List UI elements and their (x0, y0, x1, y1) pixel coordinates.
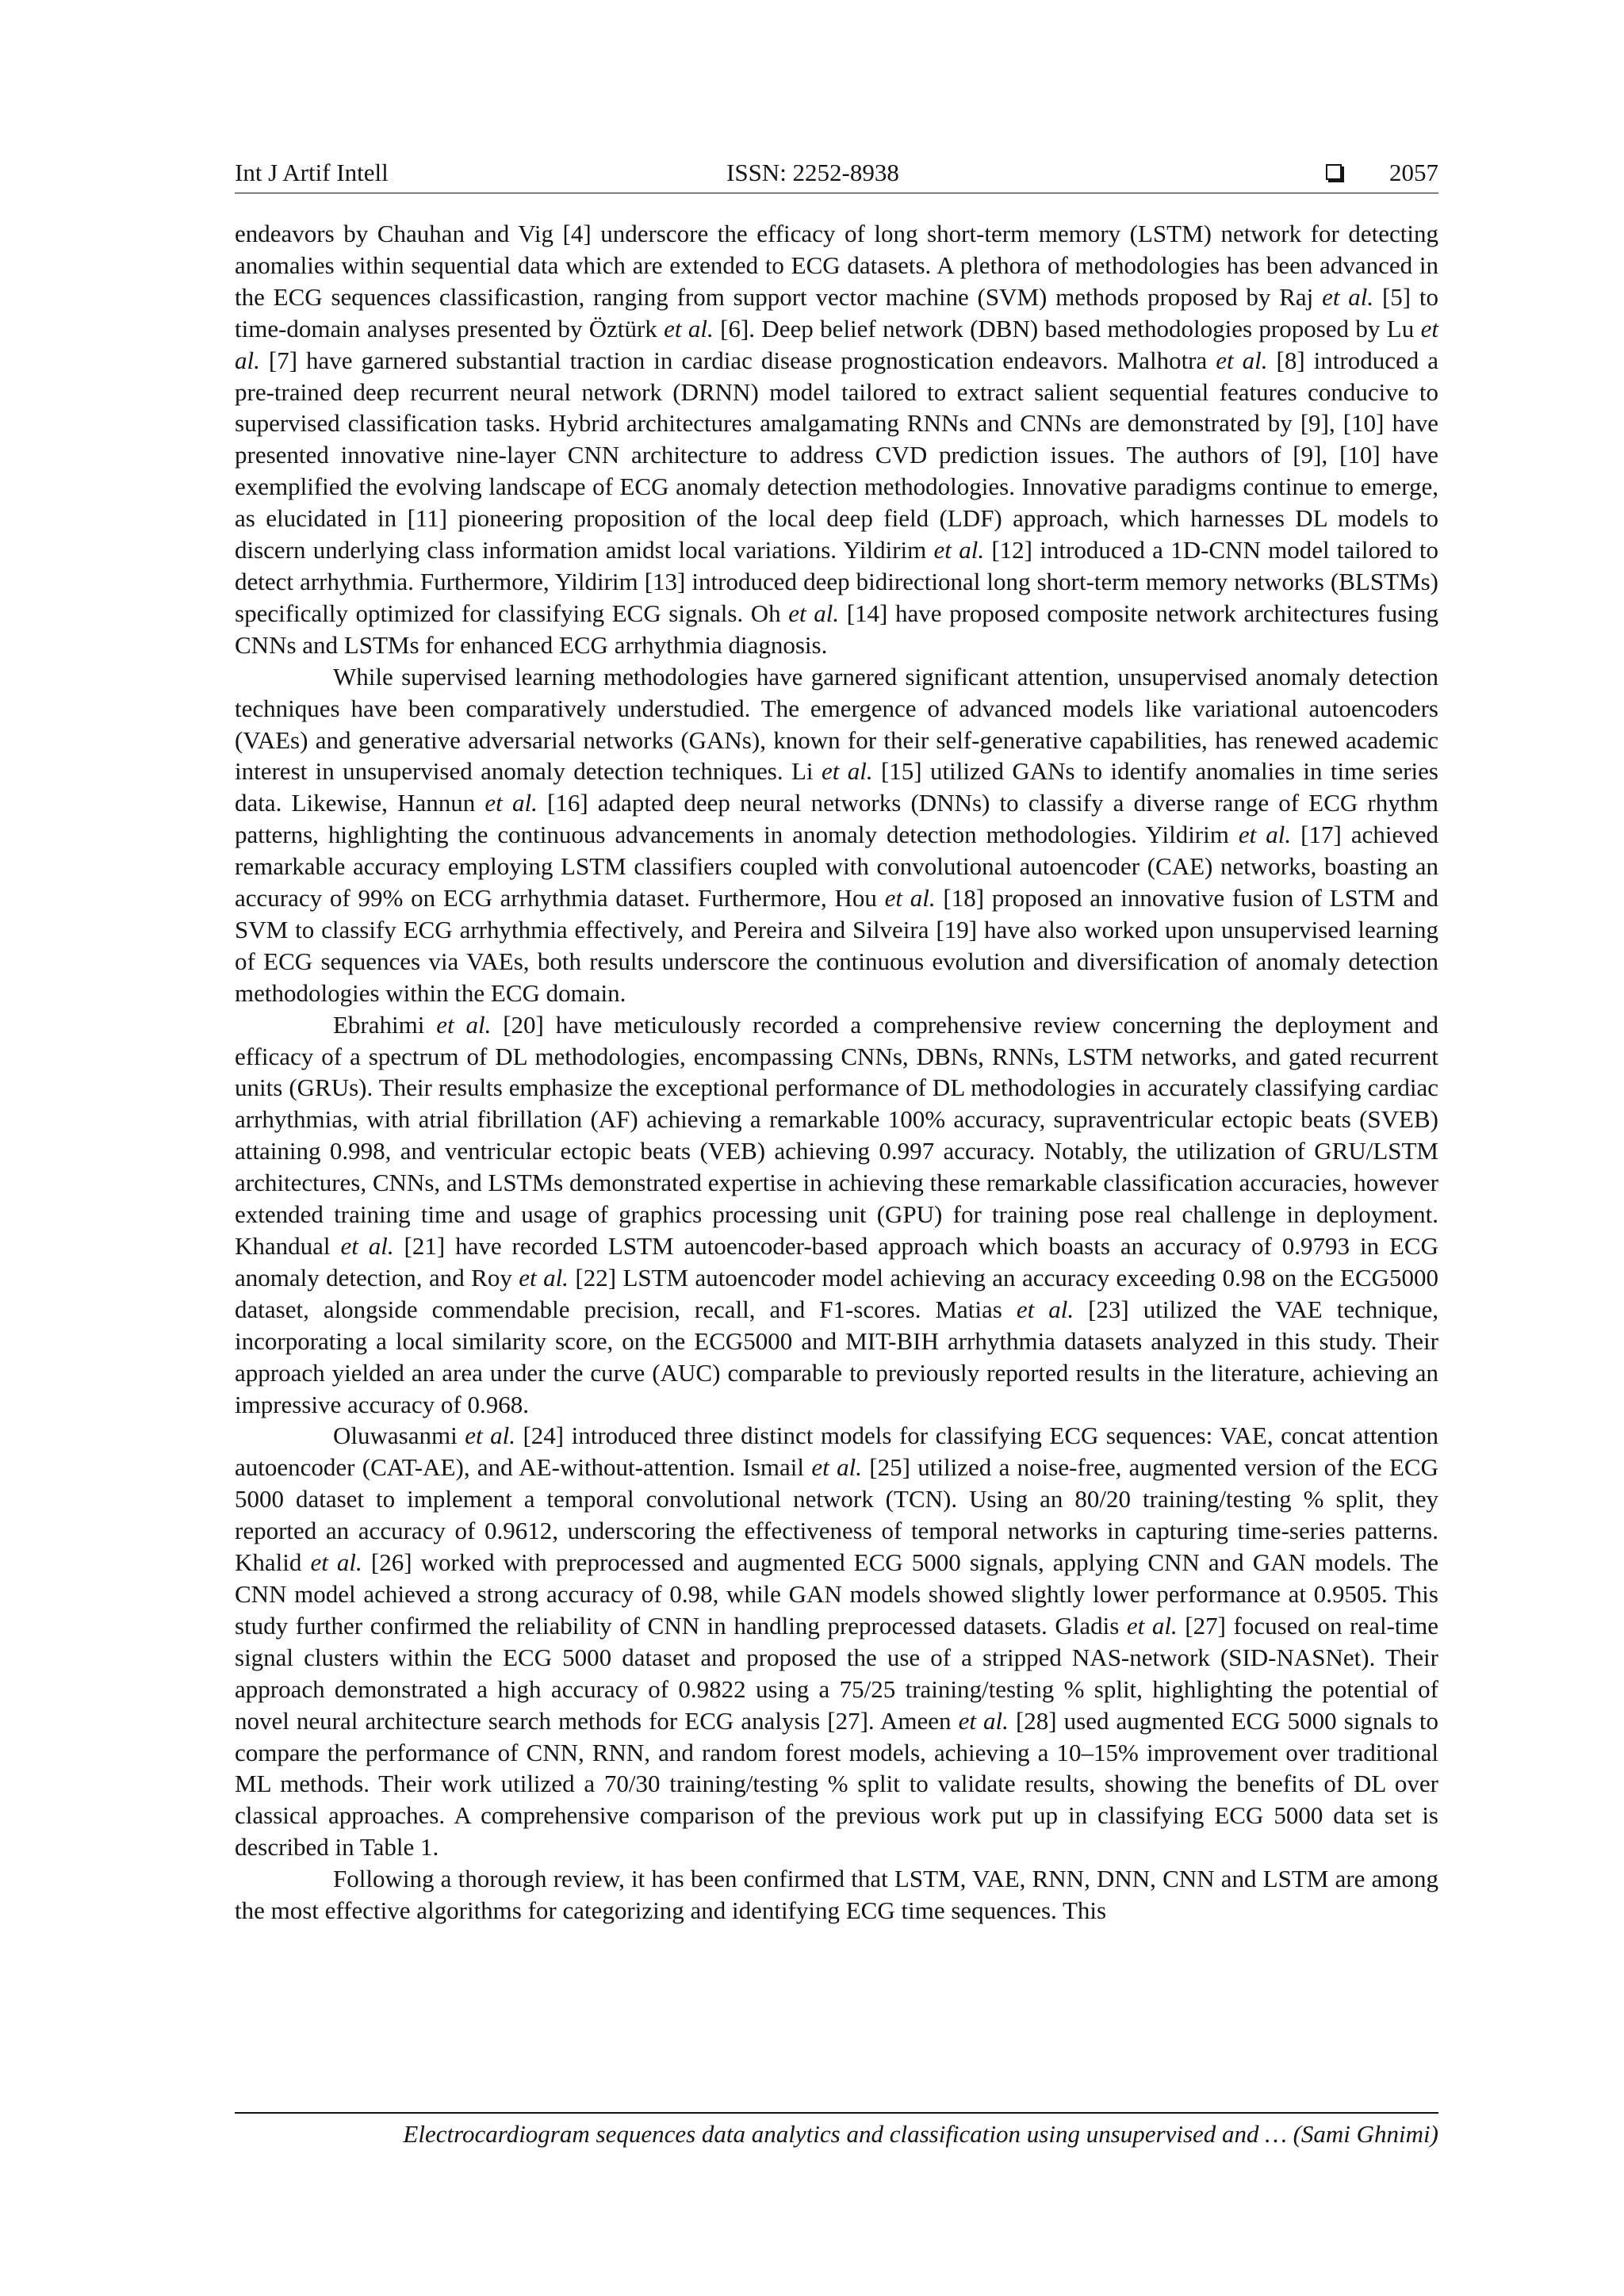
paragraph (235, 218, 1438, 661)
text-run: [16] adapted deep neural networks (DNNs) to classify a diverse range of ECG rhythm patterns, highlighting the continuous advancements in anomaly detection methodologies. Yildirim (235, 789, 1438, 849)
italic-text: et al. (788, 599, 840, 627)
italic-text: et al. (485, 789, 538, 817)
text-run: [7] have garnered substantial traction in cardiac disease prognostication endeavors. Malhotra (259, 346, 1216, 374)
running-footer: Electrocardiogram sequences data analytics and classification using unsupervised and … (Sami Ghnimi) (403, 2120, 1438, 2148)
text-run: [22] LSTM autoencoder model achieving an accuracy exceeding 0.98 on the ECG5000 dataset, alongside commendable precision, recall, and F1-scores. Matias (235, 1263, 1439, 1323)
italic-text: et al. (958, 1706, 1009, 1735)
text-run: While supervised learning methodologies have garnered significant attention, unsupervised anomaly detection techniques have been comparatively understudied. The emergence of advanced models like variational autoencoders (VAEs) and generative adversarial networks (GANs), known for their self-generative capabilities, has renewed academic interest in unsupervised anomaly detection techniques. Li (235, 662, 1438, 786)
text-run: [23] utilized the VAE technique, incorporating a local similarity score, on the ECG5000 and MIT-BIH arrhythmia datasets analyzed in this study. Their approach yielded an area under the curve (AUC) comparable to previously reported results in the literature, achieving an impressive accuracy of 0.968. (235, 1295, 1438, 1418)
checkbox-square-icon (1326, 164, 1342, 180)
italic-text: et al. (340, 1232, 394, 1260)
text-run: [12] introduced a 1D-CNN model tailored to detect arrhythmia. Furthermore, Yildirim [13] introduced deep bidirectional long short-term memory networks (BLSTMs) specifically optimized for classifying ECG signals. Oh (235, 536, 1438, 627)
text-run: endeavors by Chauhan and Vig [4] underscore the efficacy of long short-term memory (LSTM) network for detecting anomalies within sequential data which are extended to ECG datasets. A plethora of methodologies has been advanced in the ECG sequences classificastion, ranging from support vector machine (SVM) methods proposed by Raj (235, 220, 1438, 311)
italic-text: et al. (811, 1453, 862, 1482)
text-run: [17] achieved remarkable accuracy employing LSTM classifiers coupled with convolutional autoencoder (CAE) networks, boasting an accuracy of 99% on ECG arrhythmia dataset. Furthermore, Hou (235, 821, 1438, 913)
paragraph (235, 1420, 1438, 1863)
text-run: [24] introduced three distinct models for classifying ECG sequences: VAE, concat attention autoencoder (CAT-AE), and AE-without-attention. Ismail (235, 1422, 1438, 1482)
text-run: [27] focused on real-time signal clusters within the ECG 5000 dataset and proposed the use of a stripped NAS-network (SID-NASNet). Their approach demonstrated a high accuracy of 0.9822 using a 75/25 training/testing % split, highlighting the potential of novel neural architecture search methods for ECG analysis [27]. Ameen (235, 1611, 1438, 1735)
paragraph (235, 1009, 1438, 1421)
italic-text: et al. (884, 884, 936, 913)
text-run: [8] introduced a pre-trained deep recurrent neural network (DRNN) model tailored to extract salient sequential features conducive to supervised classification tasks. Hybrid architectures amalgamating RNNs and CNNs are demonstrated by [9], [10] have presented innovative nine-layer CNN architecture to address CVD prediction issues. The authors of [9], [10] have exemplified the evolving landscape of ECG anomaly detection methodologies. Innovative paradigms continue to emerge, as elucidated in [11] pioneering proposition of the local deep field (LDF) approach, which harnesses DL models to discern underlying class information amidst local variations. Yildirim (235, 346, 1438, 564)
text-run: [21] have recorded LSTM autoencoder-based approach which boasts an accuracy of 0.9793 in ECG anomaly detection, and Roy (235, 1232, 1438, 1292)
paragraph (235, 1863, 1438, 1927)
text-run: [18] proposed an innovative fusion of LSTM and SVM to classify ECG arrhythmia effectively, and Pereira and Silveira [19] have also worked upon unsupervised learning of ECG sequences via VAEs, both results underscore the continuous evolution and diversification of anomaly detection methodologies within the ECG domain. (235, 884, 1438, 1007)
italic-text: et al. (1216, 346, 1268, 374)
italic-text: et al. (1238, 821, 1292, 849)
text-run: [28] used augmented ECG 5000 signals to compare the performance of CNN, RNN, and random forest models, achieving a 10–15% improvement over traditional ML methods. Their work utilized a 70/30 training/testing % split to validate results, showing the benefits of DL over classical approaches. A comprehensive comparison of the previous work put up in classifying ECG 5000 data set is described in Table 1. (235, 1706, 1438, 1862)
italic-text: et al. (664, 314, 714, 342)
italic-text: et al. (310, 1548, 362, 1577)
text-run: [6]. Deep belief network (DBN) based methodologies proposed by Lu (713, 314, 1421, 342)
body-text (235, 218, 1438, 1927)
italic-text: et al. (235, 314, 1438, 374)
text-run: [20] have meticulously recorded a comprehensive review concerning the deployment and efficacy of a spectrum of DL methodologies, encompassing CNNs, DBNs, RNNs, LSTM networks, and gated recurrent units (GRUs). Their results emphasize the exceptional performance of DL methodologies in accurately classifying cardiac arrhythmias, with atrial fibrillation (AF) achieving a remarkable 100% accuracy, supraventricular ectopic beats (SVEB) attaining 0.998, and ventricular ectopic beats (VEB) achieving 0.997 accuracy. Notably, the utilization of GRU/LSTM architectures, CNNs, and LSTMs demonstrated expertise in achieving these remarkable classification accuracies, however extended training time and usage of graphics processing unit (GPU) for training pose real challenge in deployment. Khandual (235, 1010, 1438, 1260)
text-run: [14] have proposed composite network architectures fusing CNNs and LSTMs for enhanced ECG arrhythmia diagnosis. (235, 599, 1438, 659)
italic-text: et al. (1126, 1611, 1178, 1640)
paragraph (235, 661, 1438, 1009)
italic-text: et al. (821, 757, 873, 786)
footer-rule (235, 2112, 1438, 2114)
text-run: [15] utilized GANs to identify anomalies in time series data. Likewise, Hannun (235, 757, 1438, 817)
text-run: [26] worked with preprocessed and augmented ECG 5000 signals, applying CNN and GAN models. The CNN model achieved a strong accuracy of 0.98, while GAN models showed slightly lower performance at 0.9505. This study further confirmed the reliability of CNN in handling preprocessed datasets. Gladis (235, 1548, 1438, 1640)
italic-text: et al. (519, 1263, 569, 1292)
journal-name: Int J Artif Intell (235, 159, 389, 186)
text-run: Oluwasanmi (333, 1422, 465, 1450)
italic-text: et al. (465, 1422, 515, 1450)
italic-text: et al. (933, 536, 985, 564)
text-run: Ebrahimi (333, 1010, 437, 1039)
italic-text: et al. (1322, 282, 1374, 311)
text-run: Following a thorough review, it has been confirmed that LSTM, VAE, RNN, DNN, CNN and LSTM are among the most effective algorithms for categorizing and identifying ECG time sequences. This (235, 1865, 1438, 1925)
text-run: [25] utilized a noise-free, augmented version of the ECG 5000 dataset to implement a temporal convolutional network (TCN). Using an 80/20 training/testing % split, they reported an accuracy of 0.9612, underscoring the effectiveness of temporal networks in capturing time-series patterns. Khalid (235, 1453, 1438, 1577)
italic-text: et al. (1016, 1295, 1074, 1323)
page-header (235, 155, 1438, 190)
text-run: [5] to time-domain analyses presented by Öztürk (235, 282, 1438, 342)
page-number: 2057 (1389, 159, 1438, 186)
issn: ISSN: 2252-8938 (726, 159, 899, 186)
italic-text: et al. (436, 1010, 492, 1039)
